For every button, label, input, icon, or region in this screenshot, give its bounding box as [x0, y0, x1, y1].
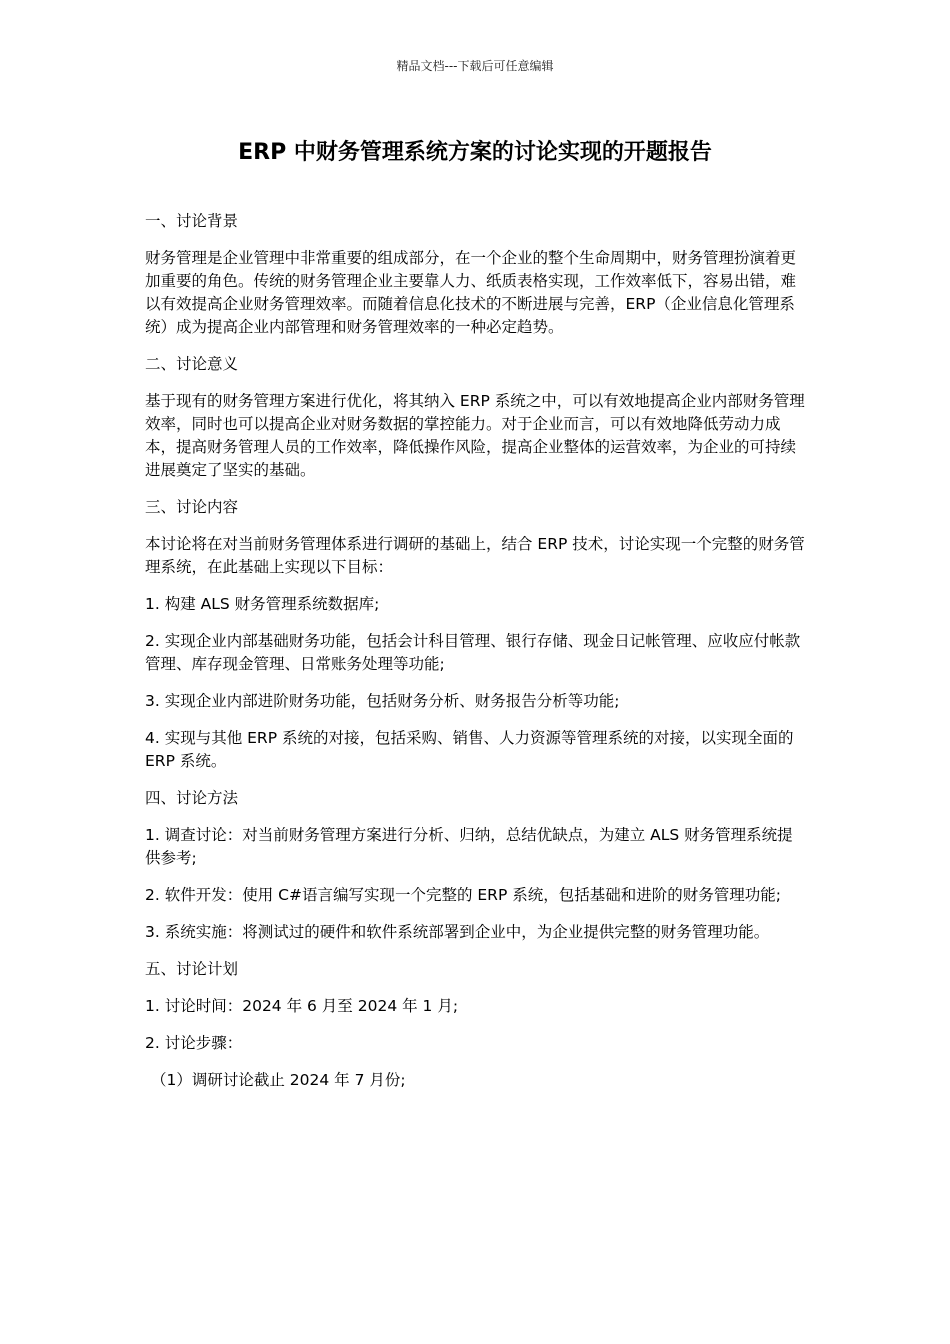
list-item-goal-1: 1. 构建 ALS 财务管理系统数据库;	[145, 595, 380, 613]
section-heading-methods: 四、讨论方法	[145, 789, 239, 807]
paragraph-background: 财务管理是企业管理中非常重要的组成部分，在一个企业的整个生命周期中，财务管理扮演着更加重要的角色。传统的财务管理企业主要靠人力、纸质表格实现，工作效率低下，容易出错，难以有效提高企业财务管理效率。而随着信息化技术的不断进展与完善，ERP（企业信息化管理系统）成为提高企业内部管理和财务管理效率的一种必定趋势。	[145, 249, 797, 336]
list-item-plan-2: 2. 讨论步骤：	[145, 1034, 243, 1052]
page-header: 精品文档---下载后可任意编辑	[396, 59, 554, 73]
paragraph-content-intro: 本讨论将在对当前财务管理体系进行调研的基础上，结合 ERP 技术，讨论实现一个完整的财务管理系统，在此基础上实现以下目标：	[145, 535, 805, 576]
document-body	[145, 210, 807, 1106]
list-item-method-3: 3. 系统实施：将测试过的硬件和软件系统部署到企业中，为企业提供完整的财务管理功能。	[145, 923, 770, 941]
list-item-goal-3: 3. 实现企业内部进阶财务功能，包括财务分析、财务报告分析等功能;	[145, 692, 620, 710]
list-item-method-1: 1. 调查讨论：对当前财务管理方案进行分析、归纳，总结优缺点，为建立 ALS 财务管理系统提供参考;	[145, 826, 793, 867]
document-title: ERP 中财务管理系统方案的讨论实现的开题报告	[238, 140, 712, 165]
list-item-goal-2: 2. 实现企业内部基础财务功能，包括会计科目管理、银行存储、现金日记帐管理、应收应付帐款管理、库存现金管理、日常账务处理等功能;	[145, 632, 801, 673]
section-heading-plan: 五、讨论计划	[145, 960, 239, 978]
paragraph-significance: 基于现有的财务管理方案进行优化，将其纳入 ERP 系统之中，可以有效地提高企业内部财务管理效率，同时也可以提高企业对财务数据的掌控能力。对于企业而言，可以有效地降低劳动力成本，提高财务管理人员的工作效率，降低操作风险，提高企业整体的运营效率，为企业的可持续进展奠定了坚实的基础。	[145, 392, 805, 479]
section-heading-significance: 二、讨论意义	[145, 355, 239, 373]
list-item-plan-1: 1. 讨论时间：2024 年 6 月至 2024 年 1 月;	[145, 997, 459, 1015]
section-heading-content: 三、讨论内容	[145, 498, 239, 516]
list-item-method-2: 2. 软件开发：使用 C#语言编写实现一个完整的 ERP 系统，包括基础和进阶的财务管理功能;	[145, 886, 781, 904]
section-heading-background: 一、讨论背景	[145, 212, 239, 230]
list-item-goal-4: 4. 实现与其他 ERP 系统的对接，包括采购、销售、人力资源等管理系统的对接，以实现全面的 ERP 系统。	[145, 729, 794, 770]
list-item-plan-step-1: （1）调研讨论截止 2024 年 7 月份;	[151, 1071, 406, 1089]
